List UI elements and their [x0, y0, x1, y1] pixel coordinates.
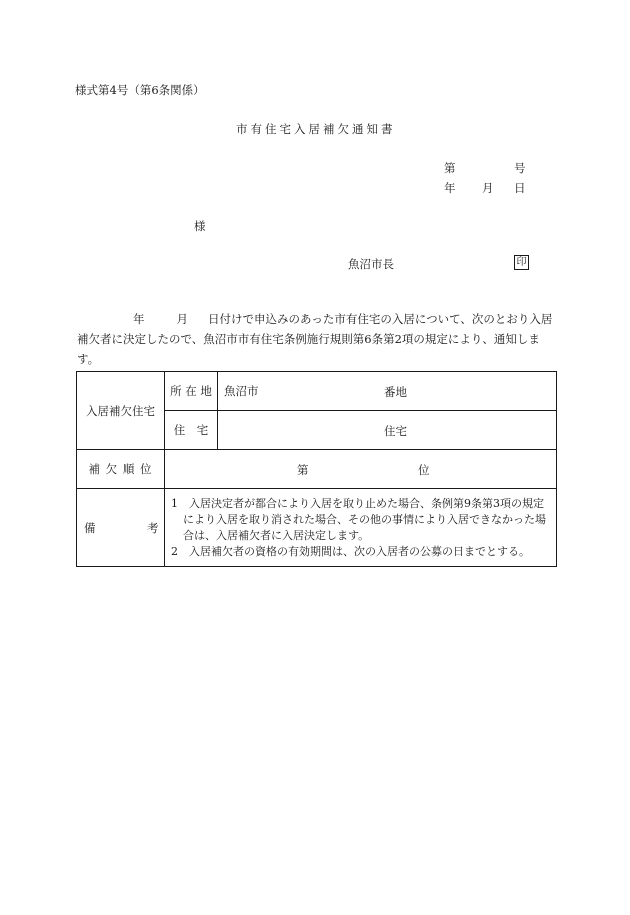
rank-value [165, 450, 557, 489]
remarks-label [77, 489, 165, 567]
sender-name: 魚沼市長 [348, 257, 394, 271]
recipient-honorific: 様 [194, 219, 206, 233]
location-suffix: 番地 [384, 385, 407, 399]
housing-sub-label: 住 宅 [165, 411, 218, 450]
rank-suffix: 位 [418, 463, 430, 477]
remarks-item: 2 入居補欠者の資格の有効期間は、次の入居者の公募の日までとする。 [171, 544, 530, 558]
remarks-content [165, 489, 557, 567]
housing-value [218, 411, 557, 450]
body-text: 日付けで申込みのあった市有住宅の入居について、次のとおり入居補欠者に決定したので、魚沼市市有住宅条例施行規則第6条第2項の規定により、通知します。 [77, 312, 553, 366]
location-value [218, 372, 557, 411]
remarks-item: 1 入居決定者が都合により入居を取り止めた場合、条例第9条第3項の規定により入居を取り消された場合、その他の事情により入居できなかった場合は、入居補欠者に入居決定します。 [171, 496, 546, 542]
issue-month-label: 月 [482, 181, 494, 195]
notice-table [76, 371, 557, 567]
issue-day-label: 日 [514, 181, 526, 195]
rank-label: 補 欠 順 位 [77, 450, 165, 489]
document-title: 市有住宅入居補欠通知書 [236, 122, 396, 136]
issue-number-prefix: 第 [444, 161, 456, 175]
notice-body [77, 309, 559, 369]
location-city: 魚沼市 [224, 384, 259, 398]
form-number: 様式第4号（第6条関係） [75, 83, 205, 97]
body-year-label: 年 [133, 312, 145, 326]
seal-mark: 印 [514, 255, 529, 270]
body-month-label: 月 [176, 312, 188, 326]
remarks-label-2: 考 [147, 521, 159, 535]
issue-year-label: 年 [444, 181, 456, 195]
rank-prefix: 第 [297, 463, 309, 477]
location-label: 所 在 地 [165, 372, 218, 411]
remarks-label-1: 備 [84, 521, 96, 535]
issue-number-suffix: 号 [514, 161, 526, 175]
housing-label: 入居補欠住宅 [77, 372, 165, 450]
housing-suffix: 住宅 [384, 424, 407, 438]
